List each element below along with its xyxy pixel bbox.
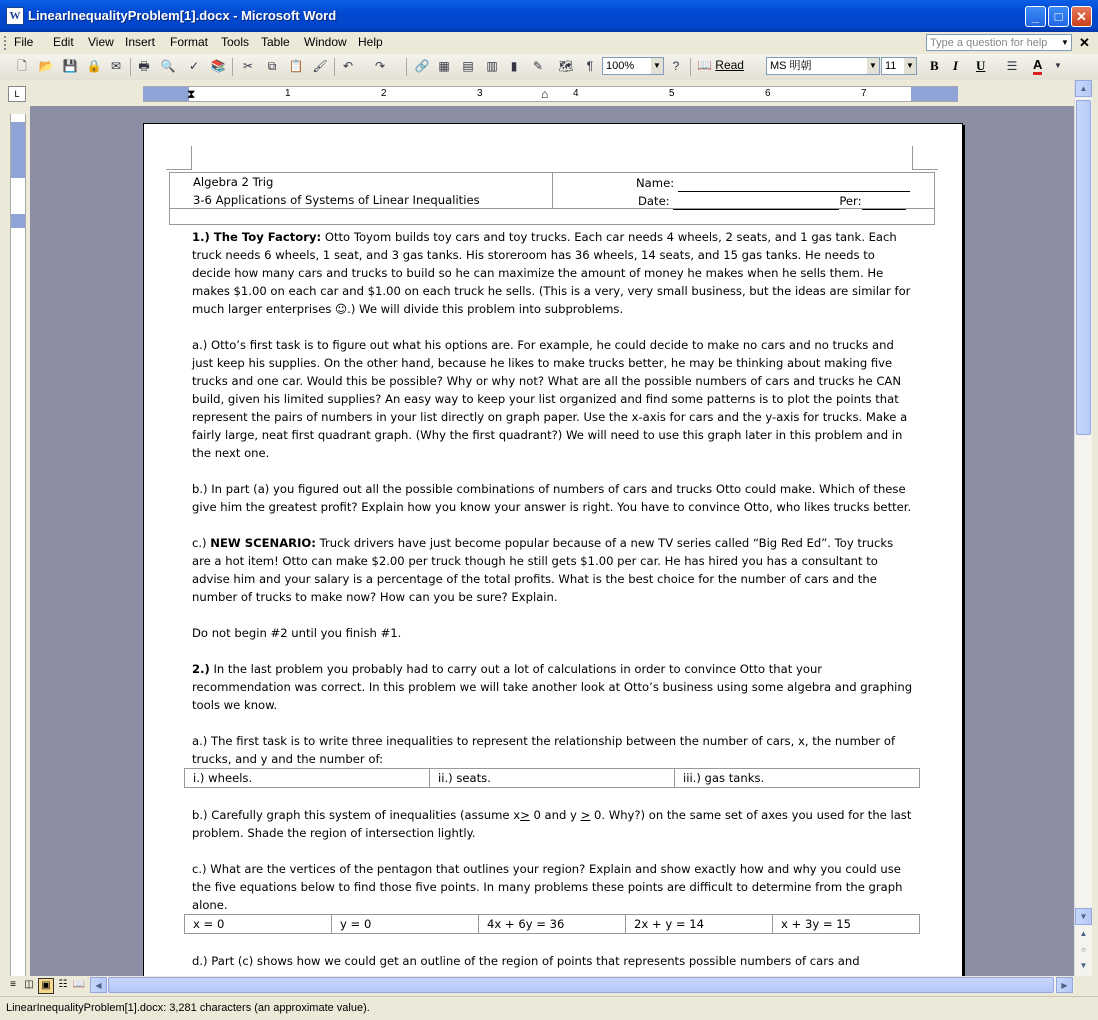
separator bbox=[232, 58, 233, 76]
status-bar bbox=[0, 996, 1098, 1020]
horizontal-scrollbar[interactable] bbox=[90, 977, 1074, 993]
ruler-header-mark bbox=[11, 214, 25, 228]
crop-mark bbox=[912, 146, 913, 170]
crop-mark bbox=[191, 146, 192, 170]
close-document-icon[interactable]: ✕ bbox=[1079, 35, 1090, 50]
ruler-number: 2 bbox=[381, 88, 387, 99]
separator bbox=[334, 58, 335, 76]
separator bbox=[690, 58, 691, 76]
name-blank[interactable] bbox=[678, 173, 910, 192]
line-spacing-icon[interactable]: ☰ bbox=[1006, 59, 1018, 73]
document-body bbox=[192, 228, 914, 976]
vertical-scroll-thumb[interactable] bbox=[1076, 100, 1091, 435]
redo-icon[interactable]: ↷ bbox=[374, 59, 386, 73]
separator bbox=[130, 58, 131, 76]
close-button[interactable]: ✕ bbox=[1071, 6, 1092, 27]
help-search-input[interactable]: Type a question for help ▼ bbox=[926, 34, 1072, 51]
chevron-down-icon[interactable]: ▼ bbox=[651, 58, 663, 74]
problem-2a-paragraph: a.) The first task is to write three inequalities to represent the relationship between the number of cars, x, the number of trucks, and y and the number of: bbox=[192, 734, 896, 766]
menu-table[interactable]: Table bbox=[261, 35, 290, 49]
format-painter-icon[interactable]: 🖌 bbox=[312, 59, 328, 73]
minimize-button[interactable]: _ bbox=[1025, 6, 1046, 27]
ruler-number: 1 bbox=[285, 88, 291, 99]
menu-bar bbox=[0, 32, 1098, 55]
table-cell: x + 3y = 15 bbox=[781, 917, 852, 931]
menu-tools[interactable]: Tools bbox=[221, 35, 250, 49]
equations-table bbox=[184, 914, 920, 934]
menu-format[interactable]: Format bbox=[170, 35, 209, 49]
header-unit: 3-6 Applications of Systems of Linear Inequalities bbox=[193, 193, 480, 207]
chevron-down-icon[interactable]: ▼ bbox=[867, 58, 879, 74]
horizontal-ruler[interactable] bbox=[143, 86, 958, 102]
menu-view[interactable]: View bbox=[88, 35, 114, 49]
ruler-number: 3 bbox=[477, 88, 483, 99]
scroll-down-icon[interactable]: ▼ bbox=[1075, 908, 1092, 925]
open-icon[interactable]: 📂 bbox=[38, 59, 54, 73]
table-cell: 4x + 6y = 36 bbox=[479, 915, 626, 933]
vertical-ruler[interactable] bbox=[10, 114, 26, 976]
header-table bbox=[169, 172, 935, 209]
ruler-row bbox=[0, 80, 1098, 106]
word-app-icon[interactable]: W bbox=[6, 7, 24, 25]
horizontal-scroll-thumb[interactable] bbox=[108, 977, 1054, 993]
normal-view-icon[interactable]: ≡ bbox=[10, 979, 16, 990]
maximize-button[interactable]: □ bbox=[1048, 6, 1069, 27]
note-paragraph: Do not begin #2 until you finish #1. bbox=[192, 626, 402, 640]
print-icon[interactable]: 🖶 bbox=[138, 59, 150, 73]
undo-icon[interactable]: ↶ bbox=[342, 59, 354, 73]
next-page-icon[interactable]: ▼ bbox=[1075, 958, 1092, 975]
table-cell: x = 0 bbox=[185, 915, 332, 933]
separator bbox=[406, 58, 407, 76]
table-cell: y = 0 bbox=[332, 915, 479, 933]
standard-toolbar bbox=[0, 54, 1098, 81]
table-cell: 2x + y = 14 bbox=[626, 915, 773, 933]
help-icon[interactable]: ? bbox=[672, 59, 680, 73]
header-course: Algebra 2 Trig bbox=[193, 175, 274, 189]
new-document-icon[interactable]: 🗋 bbox=[17, 59, 27, 73]
chevron-down-icon[interactable]: ▼ bbox=[904, 58, 916, 74]
permission-icon[interactable]: 🔒 bbox=[86, 59, 102, 73]
font-size-select[interactable]: 11 ▼ bbox=[881, 57, 917, 75]
bold-icon[interactable]: B bbox=[930, 58, 939, 73]
spelling-icon[interactable]: ✓ bbox=[188, 59, 200, 73]
ruler-number: 4 bbox=[573, 88, 579, 99]
paste-icon[interactable]: 📋 bbox=[288, 59, 304, 73]
ruler-number: 6 bbox=[765, 88, 771, 99]
cut-icon[interactable]: ✂ bbox=[242, 59, 254, 73]
ruler-margin-right bbox=[911, 87, 958, 101]
scroll-left-icon[interactable]: ◀ bbox=[90, 977, 107, 993]
problem-1c-paragraph: c.) NEW SCENARIO: Truck drivers have just become popular because of a new TV series called “Big Red Ed”. Toy trucks are a hot item! Otto can make $2.00 per truck though he still gets $1.00 per car. He has hired you has a consultant to advise him and your salary is a percentage of the total profits. What is the best choice for the number of cars and the number of trucks to make now? How can you be sure? Explain. bbox=[192, 536, 894, 604]
document-area[interactable] bbox=[30, 106, 1074, 976]
tables-borders-icon[interactable]: ▦ bbox=[438, 59, 450, 73]
read-button[interactable]: 📖 Read bbox=[697, 58, 744, 72]
insert-table-icon[interactable]: ▤ bbox=[462, 59, 474, 73]
ruler-number: 5 bbox=[669, 88, 675, 99]
inequality-items-table bbox=[184, 768, 920, 788]
select-browse-object-icon[interactable]: ○ bbox=[1075, 942, 1092, 959]
outline-view-icon[interactable]: ☷ bbox=[58, 979, 68, 990]
reading-layout-icon[interactable]: 📖 bbox=[72, 979, 86, 990]
table-cell: i.) wheels. bbox=[185, 769, 430, 787]
print-preview-icon[interactable]: 🔍 bbox=[160, 59, 176, 73]
window-title: LinearInequalityProblem[1].docx - Microsoft Word bbox=[28, 8, 337, 23]
vertical-ruler-strip bbox=[0, 106, 30, 976]
underline-icon[interactable]: U bbox=[976, 58, 986, 73]
copy-icon[interactable]: ⧉ bbox=[267, 59, 277, 73]
previous-page-icon[interactable]: ▲ bbox=[1075, 926, 1092, 943]
scroll-up-icon[interactable]: ▲ bbox=[1075, 80, 1092, 97]
menu-edit[interactable]: Edit bbox=[53, 35, 74, 49]
crop-mark bbox=[166, 169, 192, 170]
save-icon[interactable]: 💾 bbox=[62, 59, 78, 73]
vertical-scrollbar[interactable] bbox=[1074, 80, 1092, 976]
table-cell: iii.) gas tanks. bbox=[683, 771, 765, 785]
horizontal-scroll-row bbox=[0, 976, 1098, 994]
print-layout-icon[interactable]: ▣ bbox=[38, 978, 54, 994]
tab-selector[interactable]: L bbox=[8, 86, 26, 102]
ruler-margin-left bbox=[143, 87, 189, 101]
menu-file[interactable]: File bbox=[14, 35, 34, 49]
web-layout-icon[interactable]: ◫ bbox=[24, 979, 34, 990]
problem-1b-paragraph: b.) In part (a) you figured out all the possible combinations of numbers of cars and trucks Otto could make. Which of these give him the greatest profit? Explain how you know your answer is right. You have to convince Otto, who likes trucks better. bbox=[192, 482, 912, 514]
problem-2-paragraph: 2.) In the last problem you probably had to carry out a lot of calculations in order to convince Otto that your recommendation was correct. In this problem we will take another look at Otto’s business using some algebra and graphing tools we know. bbox=[192, 662, 913, 712]
chevron-down-icon[interactable]: ▼ bbox=[1054, 61, 1062, 70]
date-blank[interactable] bbox=[673, 191, 839, 210]
header-spacer-row bbox=[169, 209, 935, 225]
crop-mark bbox=[912, 169, 938, 170]
name-field[interactable]: Name: bbox=[636, 173, 910, 192]
italic-icon[interactable]: I bbox=[953, 58, 959, 73]
scroll-right-icon[interactable]: ▶ bbox=[1056, 977, 1073, 993]
chevron-down-icon[interactable]: ▼ bbox=[1061, 38, 1069, 47]
tab-stop-icon[interactable]: ⌂ bbox=[541, 87, 549, 101]
email-icon[interactable]: ✉ bbox=[110, 59, 122, 73]
columns-icon[interactable]: ▮ bbox=[510, 59, 518, 73]
menu-insert[interactable]: Insert bbox=[125, 35, 156, 49]
date-field[interactable]: Date: Per: bbox=[638, 191, 906, 210]
insert-excel-icon[interactable]: ▥ bbox=[486, 59, 498, 73]
ruler-number: 7 bbox=[861, 88, 867, 99]
problem-2b-paragraph: b.) Carefully graph this system of inequalities (assume x> 0 and y > 0. Why?) on the same set of axes you used for the last problem. Shade the region of intersection lightly. bbox=[192, 808, 912, 840]
status-text: LinearInequalityProblem[1].docx: 3,281 characters (an approximate value). bbox=[6, 1002, 370, 1014]
table-cell: ii.) seats. bbox=[430, 769, 675, 787]
indent-marker-icon[interactable]: ⧗ bbox=[187, 87, 196, 101]
hyperlink-icon[interactable]: 🔗 bbox=[414, 59, 430, 73]
problem-2d-paragraph: d.) Part (c) shows how we could get an outline of the region of points that represents possible numbers of cars and bbox=[192, 954, 860, 968]
problem-1-paragraph: 1.) The Toy Factory: Otto Toyom builds toy cars and toy trucks. Each car needs 4 wheels, 2 seats, and 1 gas tank. Each truck needs 6 wheels, 1 seat, and 3 gas tanks. His storeroom has 36 wheels, 14 seats, and 15 gas tanks. He needs to decide how many cars and trucks to build so he can maximize the amount of money he makes when he sells them. He makes $1.00 on each car and $1.00 on each truck he sells. (This is a very, very small business, but the ideas are similar for much larger enterprises ☺.) We will divide this problem into subproblems. bbox=[192, 230, 911, 316]
font-color-icon[interactable]: A bbox=[1033, 58, 1042, 75]
research-icon[interactable]: 📚 bbox=[210, 59, 226, 73]
menu-help[interactable]: Help bbox=[358, 35, 383, 49]
menu-grip[interactable] bbox=[4, 36, 9, 50]
problem-1a-paragraph: a.) Otto’s first task is to figure out what his options are. For example, he could decide to make no cars and no trucks and just keep his supplies. On the other hand, because he likes to make trucks better, he may be thinking about making five trucks and one car. Would this be possible? Why or why not? What are all the possible numbers of cars and trucks he CAN build, given his limited supplies? An easy way to keep your list organized and find some patterns is to plot the points that represent the pairs of numbers in your list directly on graph paper. Use the x-axis for cars and the y-axis for trucks. Make a fairly large, neat first quadrant graph. (Why the first quadrant?) We will need to use this graph later in this problem and in the next one. bbox=[192, 338, 908, 460]
show-hide-icon[interactable]: ¶ bbox=[586, 59, 594, 73]
drawing-icon[interactable]: ✎ bbox=[532, 59, 544, 73]
zoom-select[interactable]: 100% ▼ bbox=[602, 57, 664, 75]
problem-2c-paragraph: c.) What are the vertices of the pentagon that outlines your region? Explain and show exactly how and why you could use the five equations below to find those five points. In many problems these points are difficult to determine from the graph alone. bbox=[192, 862, 903, 912]
ruler-margin-top bbox=[11, 122, 25, 178]
menu-window[interactable]: Window bbox=[304, 35, 347, 49]
font-select[interactable]: MS 明朝 ▼ bbox=[766, 57, 880, 75]
document-page[interactable] bbox=[143, 123, 963, 976]
title-bar bbox=[0, 0, 1098, 32]
document-map-icon[interactable]: 🗺 bbox=[558, 59, 574, 73]
period-blank[interactable] bbox=[862, 191, 906, 210]
